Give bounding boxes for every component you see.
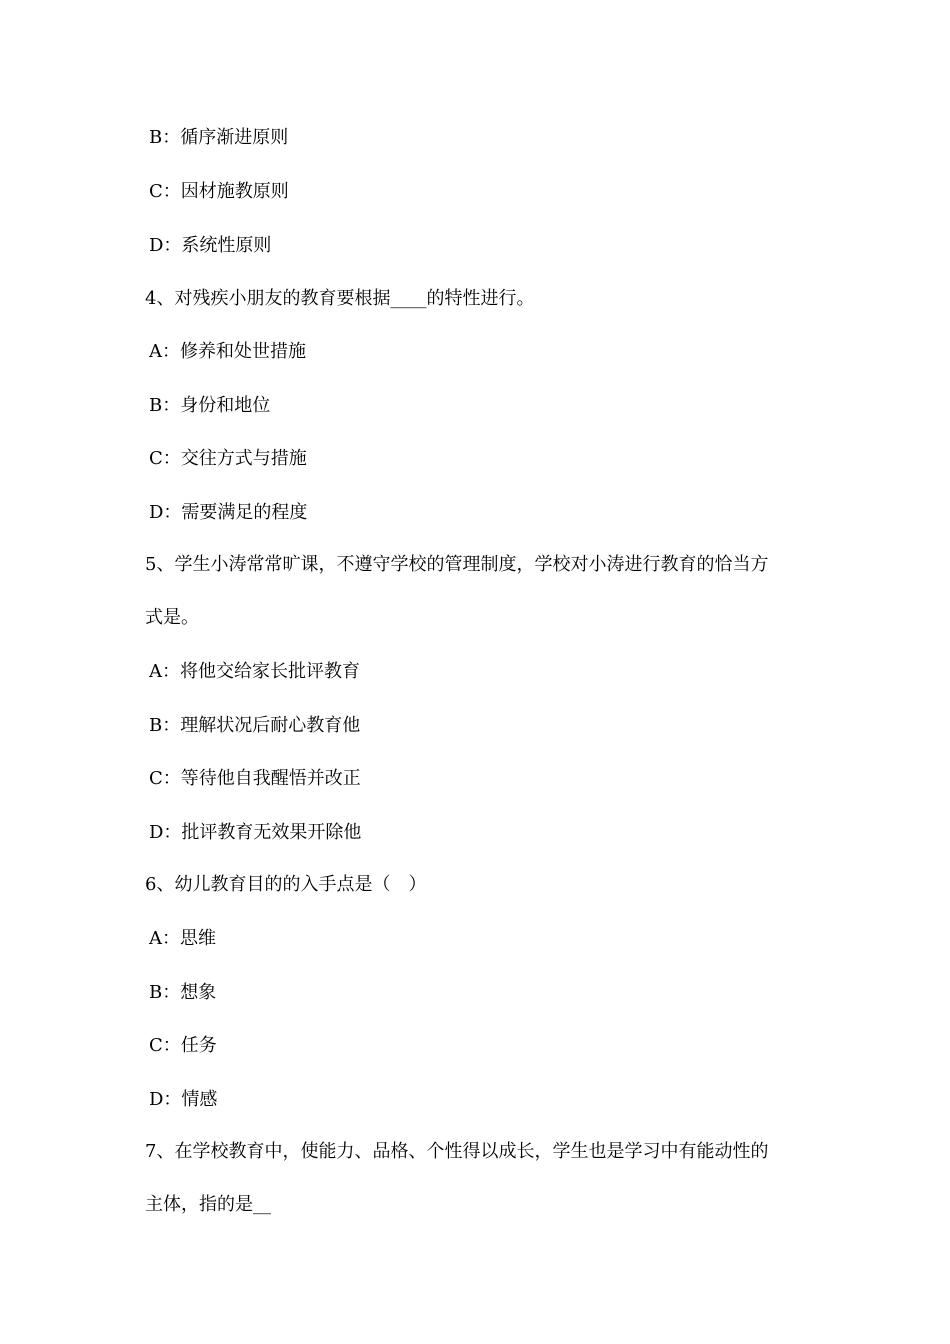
option-4-d: D：需要满足的程度 xyxy=(149,502,308,523)
option-6-b: B：想象 xyxy=(149,982,217,1003)
question-5-line-1: 5、学生小涛常常旷课，不遵守学校的管理制度，学校对小涛进行教育的恰当方 xyxy=(145,554,769,575)
question-7-line-1: 7、在学校教育中，使能力、品格、个性得以成长，学生也是学习中有能动性的 xyxy=(145,1141,769,1162)
option-5-b: B：理解状况后耐心教育他 xyxy=(149,715,361,736)
option-6-d: D：情感 xyxy=(149,1089,218,1110)
option-3-d: D：系统性原则 xyxy=(149,235,272,256)
option-4-c: C：交往方式与措施 xyxy=(149,448,307,469)
option-3-c: C：因材施教原则 xyxy=(149,181,289,202)
option-5-c: C：等待他自我醒悟并改正 xyxy=(149,768,361,789)
question-6: 6、幼儿教育目的的入手点是（ ） xyxy=(145,874,427,895)
option-3-b: B：循序渐进原则 xyxy=(149,127,289,148)
question-4: 4、对残疾小朋友的教育要根据____的特性进行。 xyxy=(145,288,535,309)
question-5-line-2: 式是。 xyxy=(145,607,199,628)
option-4-a: A：修养和处世措施 xyxy=(149,341,306,362)
option-5-d: D：批评教育无效果开除他 xyxy=(149,822,362,843)
option-6-c: C：任务 xyxy=(149,1035,217,1056)
question-7-line-2: 主体，指的是__ xyxy=(145,1194,271,1215)
option-4-b: B：身份和地位 xyxy=(149,395,271,416)
option-6-a: A：思维 xyxy=(149,928,216,949)
option-5-a: A：将他交给家长批评教育 xyxy=(149,661,360,682)
